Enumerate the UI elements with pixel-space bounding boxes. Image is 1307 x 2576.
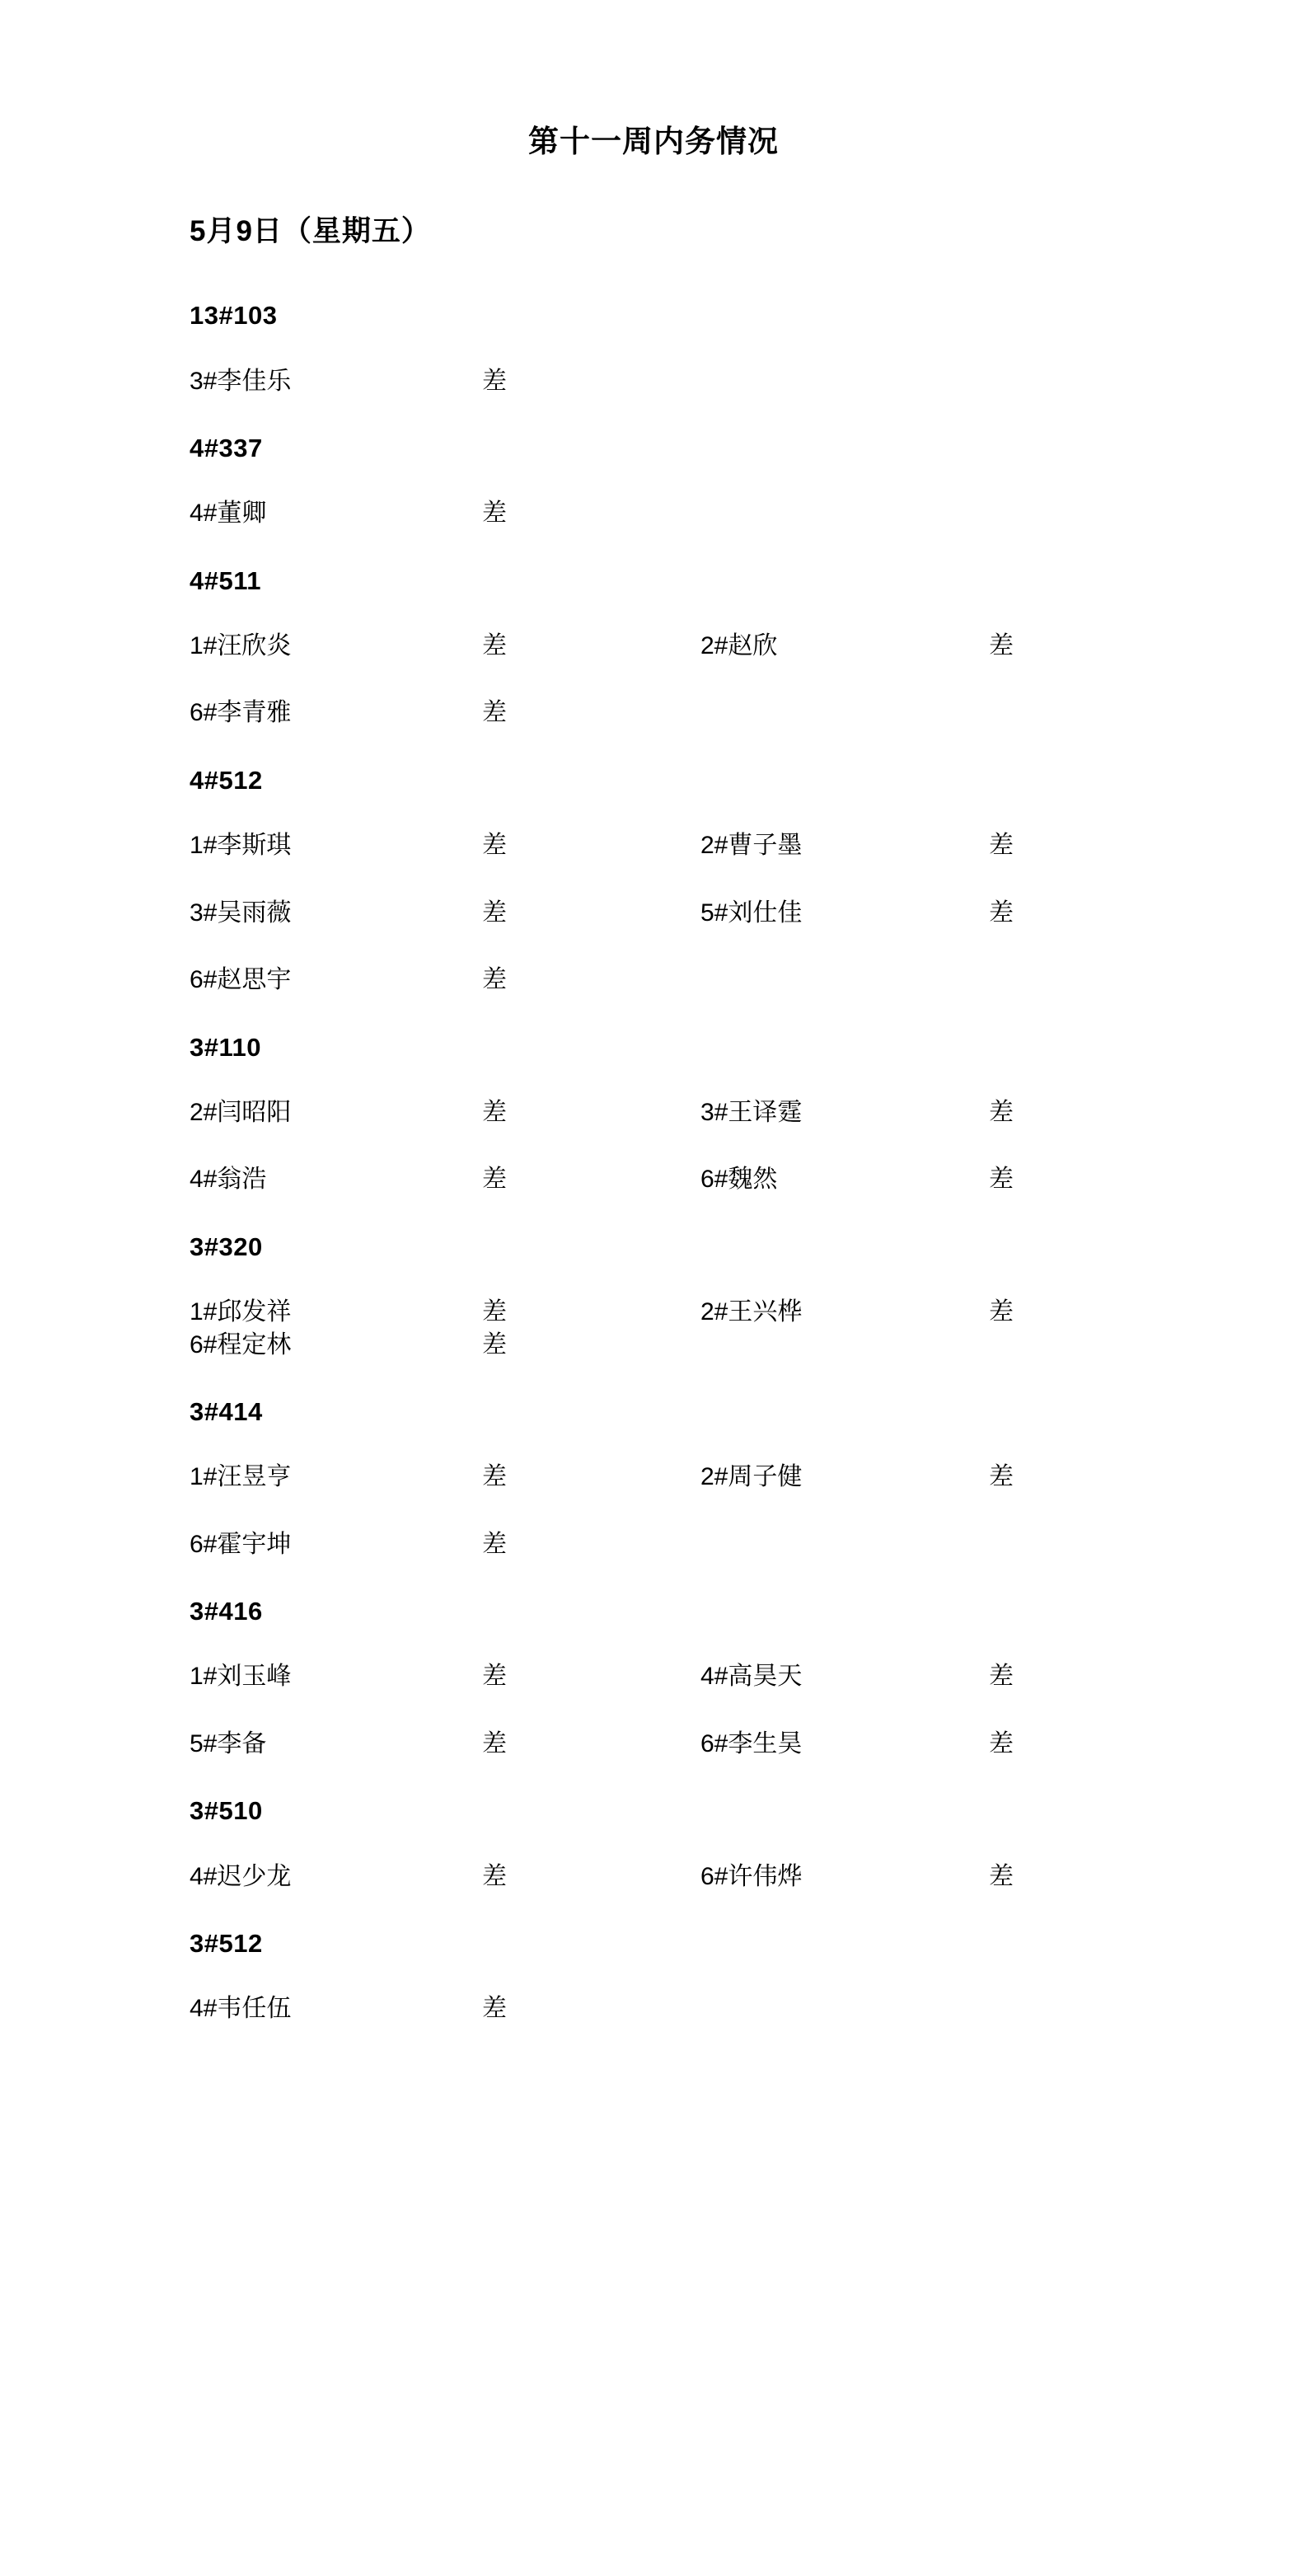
entry-row (190, 1330, 1117, 1361)
room-heading: 3#110 (190, 1032, 261, 1062)
rating-value: 差 (482, 631, 507, 659)
student-name: 1#李斯琪 (190, 832, 292, 860)
room-heading: 4#512 (190, 765, 263, 795)
student-entry (700, 898, 1113, 929)
student-entry (700, 1462, 1113, 1493)
rating-value: 差 (989, 1463, 1014, 1491)
student-entry (190, 366, 700, 397)
room-heading: 3#510 (190, 1796, 263, 1826)
student-entry (190, 1097, 700, 1128)
room-section (190, 300, 1117, 396)
student-name: 5#刘仕佳 (700, 899, 803, 927)
student-name: 1#邱发祥 (190, 1298, 292, 1326)
room-section (190, 1232, 1117, 1360)
student-entry (190, 898, 700, 929)
student-entry (700, 1297, 1113, 1328)
rating-value: 差 (482, 1298, 507, 1326)
rating-value: 差 (989, 1298, 1014, 1326)
student-name: 3#王译霆 (700, 1098, 803, 1126)
room-section (190, 1032, 1117, 1195)
rating-value: 差 (989, 899, 1014, 927)
date-heading: 5月9日（星期五） (190, 215, 431, 248)
student-entry (190, 830, 700, 861)
rating-value: 差 (989, 1729, 1014, 1757)
entry-row (190, 1861, 1117, 1893)
student-entry (700, 830, 1113, 861)
room-section (190, 1396, 1117, 1560)
student-entry (700, 631, 1113, 662)
room-heading: 13#103 (190, 301, 278, 331)
room-section (190, 1928, 1117, 2025)
room-section (190, 1596, 1117, 1759)
student-entry (190, 697, 700, 729)
room-heading: 3#416 (190, 1597, 263, 1626)
room-section (190, 565, 1117, 729)
entry-row (190, 1729, 1117, 1760)
student-name: 2#闫昭阳 (190, 1098, 292, 1126)
student-name: 3#李佳乐 (190, 367, 292, 395)
rating-value: 差 (989, 1663, 1014, 1691)
rating-value: 差 (482, 699, 507, 727)
room-heading: 4#511 (190, 565, 261, 595)
rating-value: 差 (989, 631, 1014, 659)
student-name: 2#赵欣 (700, 631, 778, 659)
rating-value: 差 (989, 832, 1014, 860)
student-name: 6#许伟烨 (700, 1862, 803, 1890)
room-heading: 3#320 (190, 1232, 263, 1261)
student-name: 4#董卿 (190, 500, 267, 528)
student-entry (190, 1529, 700, 1560)
student-entry (190, 1861, 700, 1893)
page-title: 第十一周内务情况 (528, 124, 779, 158)
student-name: 4#翁浩 (190, 1166, 267, 1194)
room-section (190, 433, 1117, 529)
student-entry (190, 1330, 700, 1361)
rating-value: 差 (482, 899, 507, 927)
rating-value: 差 (989, 1862, 1014, 1890)
student-entry (700, 1861, 1113, 1893)
student-name: 6#魏然 (700, 1166, 778, 1194)
room-heading: 4#337 (190, 434, 263, 463)
student-name: 4#韦任伍 (190, 1995, 292, 2023)
sections-container (190, 300, 1117, 2024)
rating-value: 差 (482, 966, 507, 994)
rating-value: 差 (482, 1166, 507, 1194)
rating-value: 差 (482, 500, 507, 528)
student-entry (190, 964, 700, 996)
student-entry (190, 1993, 700, 2025)
entry-row (190, 1097, 1117, 1128)
student-entry (190, 631, 700, 662)
student-name: 6#李青雅 (190, 699, 292, 727)
student-name: 6#赵思宇 (190, 966, 292, 994)
student-entry (190, 1729, 700, 1760)
student-name: 4#高昊天 (700, 1663, 803, 1691)
room-section (190, 1795, 1117, 1892)
student-name: 2#曹子墨 (700, 832, 803, 860)
student-name: 2#王兴桦 (700, 1298, 803, 1326)
student-entry (700, 1729, 1113, 1760)
entry-row (190, 964, 1117, 996)
entry-row (190, 1993, 1117, 2025)
rating-value: 差 (482, 1330, 507, 1358)
entry-row (190, 498, 1117, 529)
rating-value: 差 (482, 1663, 507, 1691)
room-heading: 3#512 (190, 1929, 263, 1959)
student-entry (700, 1097, 1113, 1128)
rating-value: 差 (482, 1463, 507, 1491)
entry-row (190, 1297, 1117, 1328)
rating-value: 差 (482, 1729, 507, 1757)
student-entry (700, 1164, 1113, 1195)
rating-value: 差 (482, 832, 507, 860)
student-name: 1#汪昱亨 (190, 1463, 292, 1491)
entry-row (190, 1661, 1117, 1692)
student-name: 2#周子健 (700, 1463, 803, 1491)
student-entry (190, 1164, 700, 1195)
rating-value: 差 (989, 1166, 1014, 1194)
room-heading: 3#414 (190, 1397, 263, 1427)
entry-row (190, 1529, 1117, 1560)
student-name: 6#李生昊 (700, 1729, 803, 1757)
student-name: 4#迟少龙 (190, 1862, 292, 1890)
student-name: 1#汪欣炎 (190, 631, 292, 659)
student-entry (700, 1661, 1113, 1692)
student-entry (190, 498, 700, 529)
student-entry (190, 1297, 700, 1328)
entry-row (190, 1462, 1117, 1493)
student-name: 6#霍宇坤 (190, 1530, 292, 1558)
entry-row (190, 830, 1117, 861)
student-entry (190, 1462, 700, 1493)
student-entry (190, 1661, 700, 1692)
room-section (190, 765, 1117, 996)
rating-value: 差 (482, 1530, 507, 1558)
rating-value: 差 (989, 1098, 1014, 1126)
student-name: 6#程定林 (190, 1330, 292, 1358)
rating-value: 差 (482, 1995, 507, 2023)
entry-row (190, 1164, 1117, 1195)
rating-value: 差 (482, 1862, 507, 1890)
rating-value: 差 (482, 1098, 507, 1126)
entry-row (190, 697, 1117, 729)
entry-row (190, 631, 1117, 662)
student-name: 5#李备 (190, 1729, 267, 1757)
rating-value: 差 (482, 367, 507, 395)
entry-row (190, 898, 1117, 929)
student-name: 3#吴雨薇 (190, 899, 292, 927)
entry-row (190, 366, 1117, 397)
student-name: 1#刘玉峰 (190, 1663, 292, 1691)
